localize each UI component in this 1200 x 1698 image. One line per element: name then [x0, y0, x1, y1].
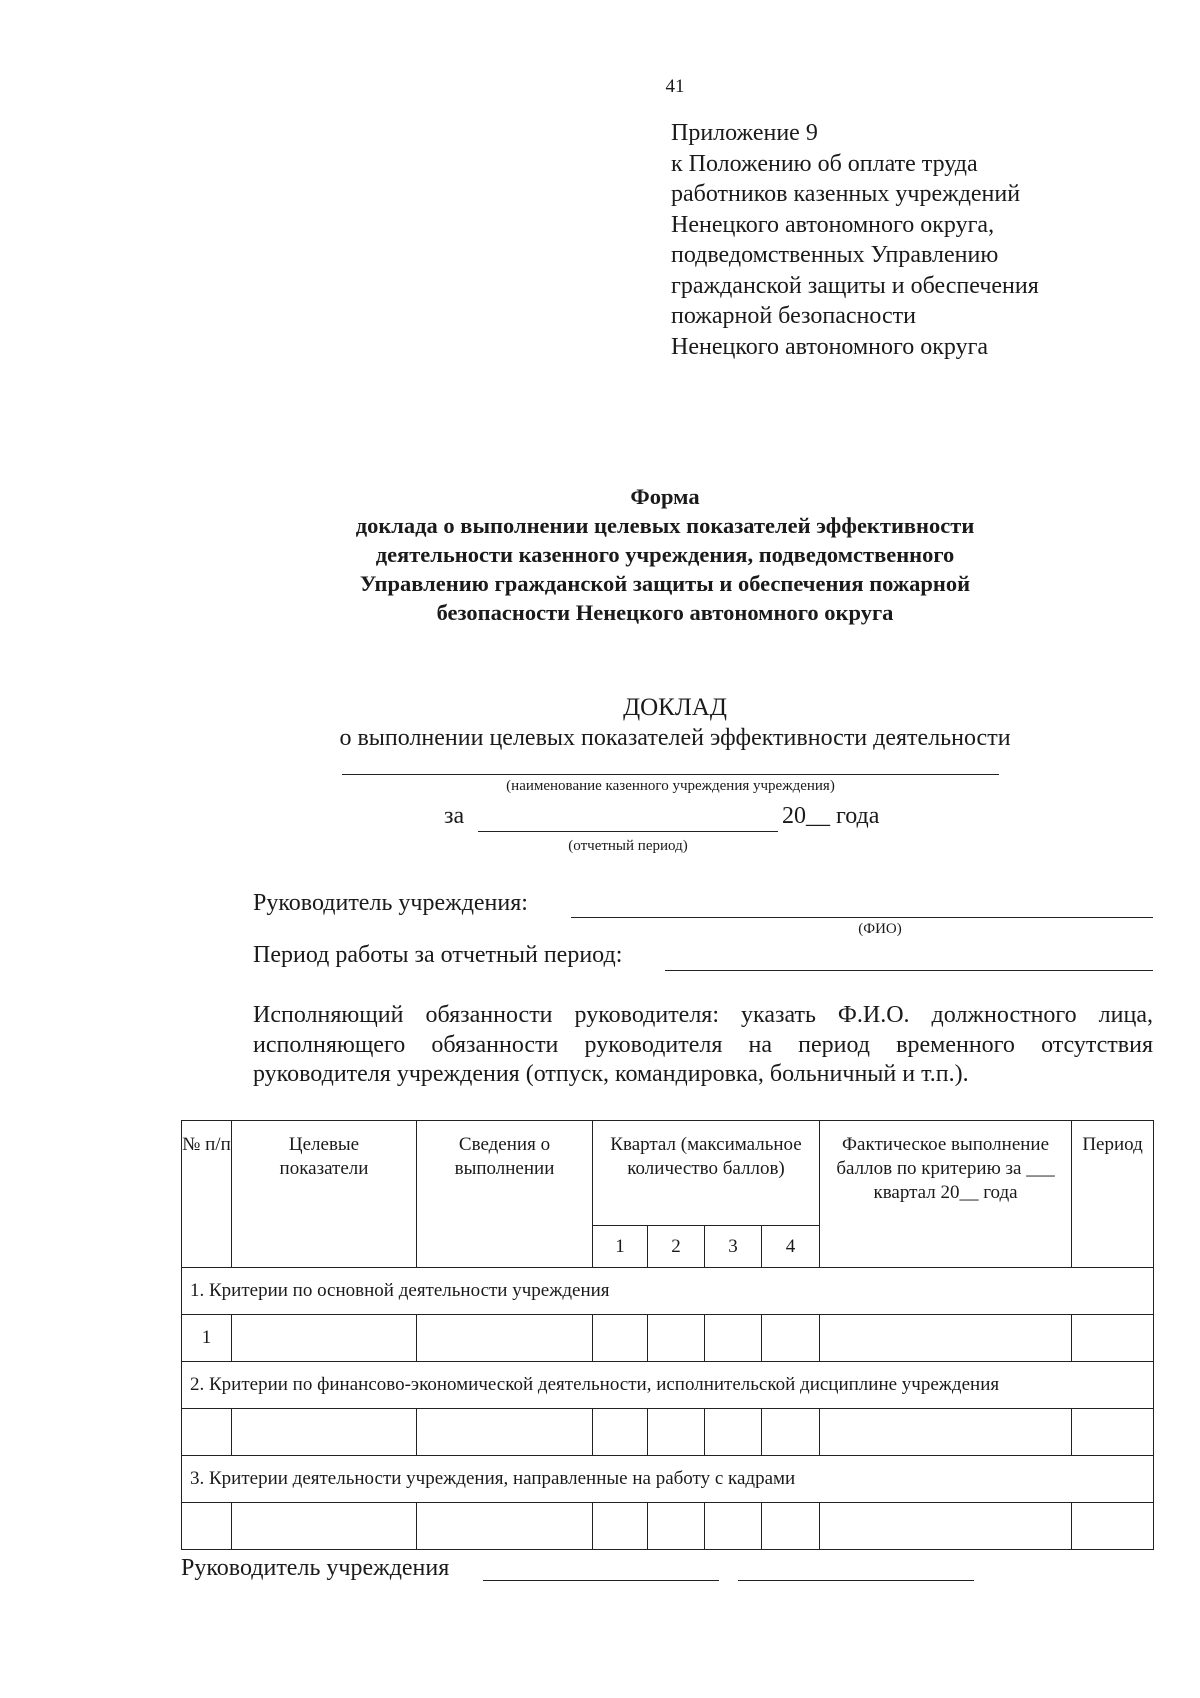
header-actual: Фактическое выполнение баллов по критерию за ___ квартал 20__ года: [820, 1121, 1072, 1268]
table-cell[interactable]: [593, 1315, 648, 1362]
table-row: [182, 1503, 1154, 1550]
row-number: [182, 1503, 232, 1550]
indicators-table: [181, 1120, 1154, 1550]
table-cell[interactable]: [593, 1503, 648, 1550]
section-title: 1. Критерии по основной деятельности учреждения: [182, 1268, 1154, 1315]
appendix-block: [671, 118, 1039, 362]
form-title-line: доклада о выполнении целевых показателей эффективности: [355, 513, 975, 538]
appendix-line: Приложение 9: [671, 120, 818, 146]
signature-name-field[interactable]: [738, 1580, 974, 1581]
table-cell[interactable]: [417, 1409, 593, 1456]
header-quarter-2: 2: [648, 1226, 705, 1268]
table-cell[interactable]: [762, 1409, 820, 1456]
page-number: 41: [665, 76, 685, 97]
table-cell[interactable]: [820, 1503, 1072, 1550]
institution-caption: (наименование казенного учреждения учреждения): [506, 778, 835, 794]
period-field[interactable]: [478, 831, 778, 832]
table-cell[interactable]: [705, 1503, 762, 1550]
table-row: [182, 1409, 1154, 1456]
header-period: Период: [1072, 1121, 1154, 1268]
table-cell[interactable]: [762, 1315, 820, 1362]
form-title-line: безопасности Ненецкого автономного округа: [436, 600, 894, 625]
table-cell[interactable]: [762, 1503, 820, 1550]
table-cell[interactable]: [232, 1409, 417, 1456]
form-title-line: деятельности казенного учреждения, подведомственного: [375, 542, 955, 567]
header-info: Сведения о выполнении: [417, 1121, 593, 1268]
head-caption: (ФИО): [858, 921, 902, 937]
header-indicators: Целевые показатели: [232, 1121, 417, 1268]
appendix-line: Ненецкого автономного округа,: [671, 211, 995, 238]
header-quarter-1: 1: [593, 1226, 648, 1268]
row-number: 1: [182, 1315, 232, 1362]
section-title: 2. Критерии по финансово-экономической деятельности, исполнительской дисциплине учреждения: [182, 1362, 1154, 1409]
appendix-line: гражданской защиты и обеспечения: [671, 272, 1039, 299]
appendix-line: к Положению об оплате труда: [671, 150, 978, 177]
report-subtitle: о выполнении целевых показателей эффективности деятельности: [339, 725, 1011, 751]
appendix-line: подведомственных Управлению: [671, 242, 999, 268]
header-quarter-4: 4: [762, 1226, 820, 1268]
table-cell[interactable]: [1072, 1503, 1154, 1550]
period-year: 20__ года: [782, 803, 880, 829]
header-num: № п/п: [182, 1121, 232, 1268]
period-prefix: за: [444, 803, 465, 829]
table-cell[interactable]: [648, 1503, 705, 1550]
form-title: [190, 482, 1140, 627]
appendix-line: работников казенных учреждений: [671, 181, 1021, 207]
header-quarter: Квартал (максимальное количество баллов): [593, 1121, 820, 1226]
table-cell[interactable]: [648, 1409, 705, 1456]
institution-name-field[interactable]: [342, 774, 999, 775]
section-title: 3. Критерии деятельности учреждения, направленные на работу с кадрами: [182, 1456, 1154, 1503]
table-row: [182, 1315, 1154, 1362]
head-name-field[interactable]: [571, 917, 1153, 918]
report-title: ДОКЛАД: [623, 694, 727, 721]
acting-head-paragraph: [181, 1001, 1153, 1090]
appendix-line: пожарной безопасности: [671, 303, 916, 329]
signature-field[interactable]: [483, 1580, 719, 1581]
table-cell[interactable]: [417, 1315, 593, 1362]
table-cell[interactable]: [232, 1503, 417, 1550]
head-label: Руководитель учреждения:: [253, 890, 528, 916]
table-cell[interactable]: [705, 1409, 762, 1456]
work-period-label: Период работы за отчетный период:: [253, 942, 623, 968]
table-cell[interactable]: [1072, 1409, 1154, 1456]
table-cell[interactable]: [648, 1315, 705, 1362]
appendix-line: Ненецкого автономного округа: [671, 333, 989, 360]
table-cell[interactable]: [593, 1409, 648, 1456]
form-title-line: Форма: [630, 484, 700, 509]
signature-label: Руководитель учреждения: [181, 1555, 450, 1581]
table-cell[interactable]: [820, 1315, 1072, 1362]
table-cell[interactable]: [820, 1409, 1072, 1456]
acting-head-text: Исполняющий обязанности руководителя: указать Ф.И.О. должностного лица, исполняющего обязанности руководителя на период временного отсутствия руководителя учреждения (отпуск, командировка, больничный и т.п.).: [253, 1002, 1153, 1087]
row-number: [182, 1409, 232, 1456]
period-caption: (отчетный период): [568, 838, 688, 854]
table-cell[interactable]: [232, 1315, 417, 1362]
table-cell[interactable]: [1072, 1315, 1154, 1362]
table-cell[interactable]: [417, 1503, 593, 1550]
header-quarter-3: 3: [705, 1226, 762, 1268]
table-cell[interactable]: [705, 1315, 762, 1362]
work-period-field[interactable]: [665, 970, 1153, 971]
form-title-line: Управлению гражданской защиты и обеспечения пожарной: [359, 571, 971, 596]
